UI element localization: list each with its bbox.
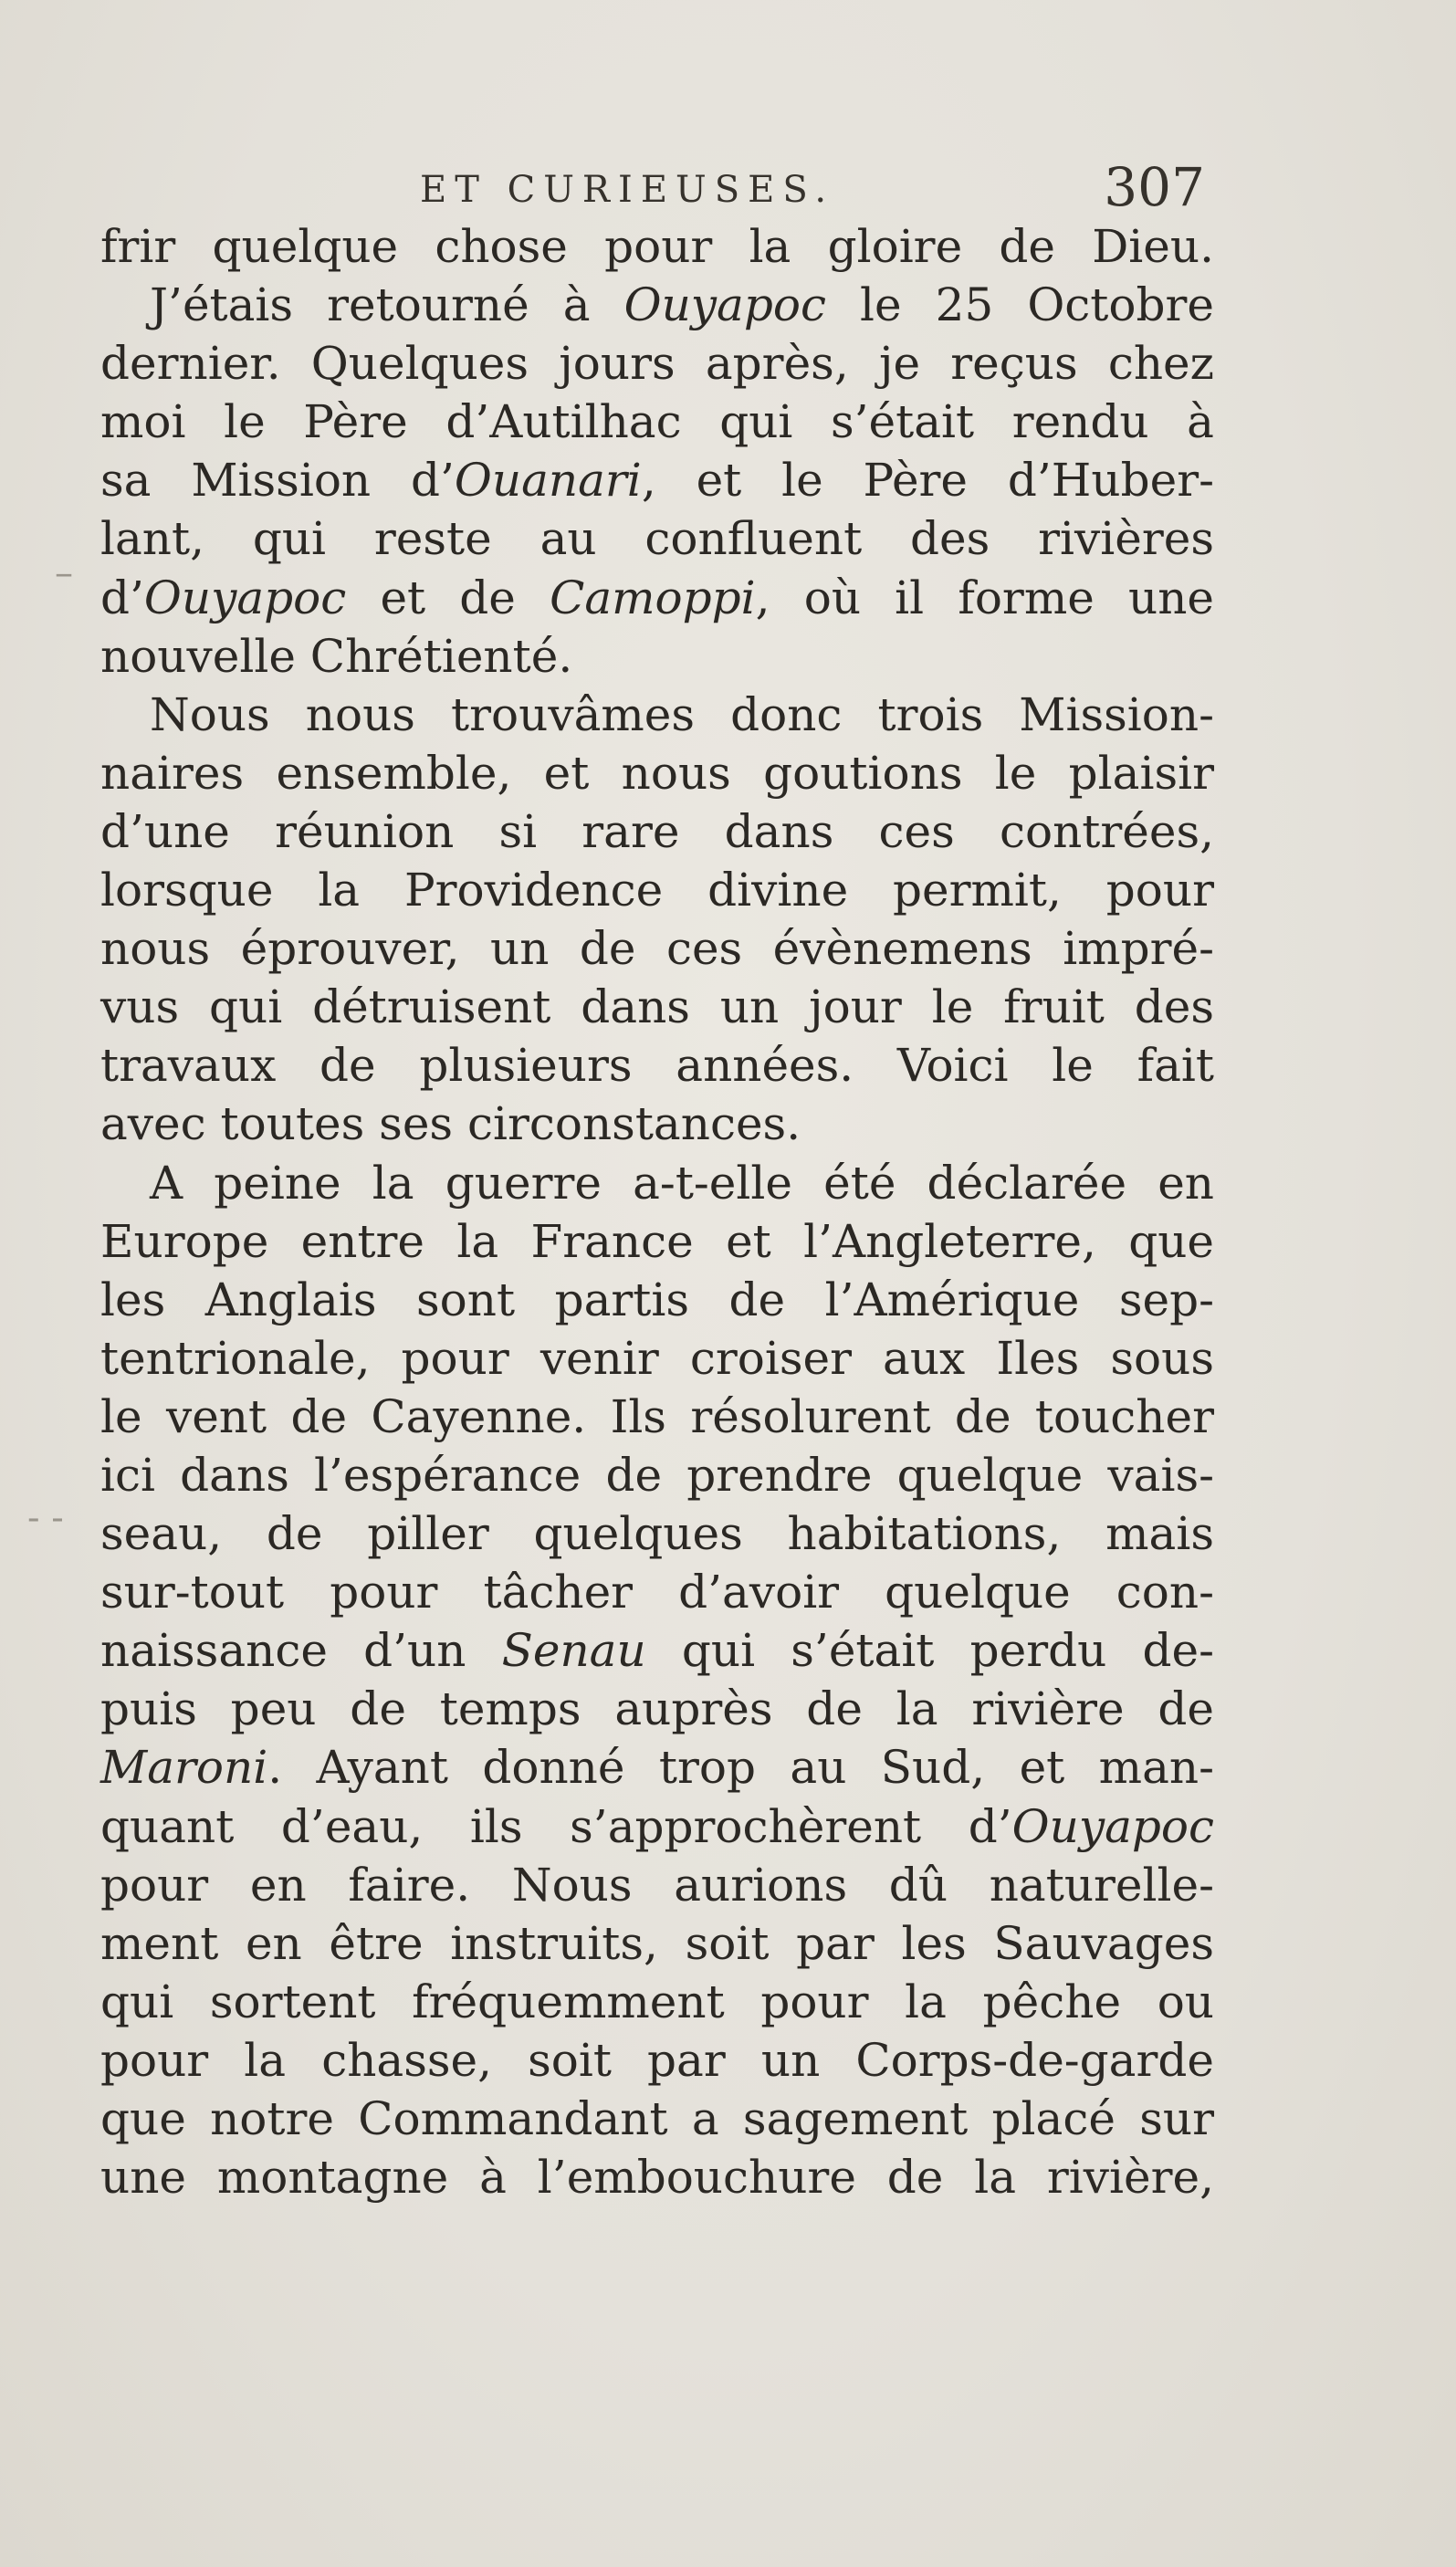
page-number: 307 <box>1104 156 1205 218</box>
line-text: moi le Père d’Autilhac qui s’était rendu à <box>100 395 1214 449</box>
line-text-italic: Ouanari <box>454 454 642 508</box>
text-line <box>100 1563 1214 1621</box>
text-line <box>100 978 1214 1036</box>
line-text: pour en faire. Nous aurions dû naturelle- <box>100 1858 1214 1912</box>
body-text <box>100 217 1214 2206</box>
text-line <box>100 1738 1214 1797</box>
text-line <box>100 1856 1214 1914</box>
text-line <box>100 1329 1214 1388</box>
page-header <box>420 156 1205 224</box>
text-line <box>100 2090 1214 2148</box>
line-text: d’une réunion si rare dans ces contrées, <box>100 804 1214 858</box>
text-line <box>100 1036 1214 1095</box>
running-head: ET CURIEUSES. <box>420 169 835 211</box>
text-line <box>100 1271 1214 1329</box>
text-line <box>100 1914 1214 1973</box>
text-line <box>100 509 1214 568</box>
line-text: ment en être instruits, soit par les Sauvages <box>100 1916 1214 1970</box>
line-text: puis peu de temps auprès de la rivière de <box>100 1682 1214 1736</box>
line-text: travaux de plusieurs années. Voici le fait <box>100 1039 1214 1093</box>
line-text: naissance d’un <box>100 1624 502 1678</box>
line-text: seau, de piller quelques habitations, mais <box>100 1507 1214 1561</box>
line-text: d’ <box>100 571 144 624</box>
line-text: naires ensemble, et nous goutions le plaisir <box>100 746 1214 800</box>
line-text: nous éprouver, un de ces évènemens impré- <box>100 922 1214 976</box>
line-text: A peine la guerre a-t-elle été déclarée en <box>150 1156 1214 1210</box>
text-line <box>100 919 1214 978</box>
text-line <box>100 1388 1214 1446</box>
line-text: ici dans l’espérance de prendre quelque vais- <box>100 1448 1214 1502</box>
line-text: tentrionale, pour venir croiser aux Iles sous <box>100 1331 1214 1385</box>
line-text: une montagne à l’embouchure de la rivière, <box>100 2151 1214 2205</box>
line-text: nouvelle Chrétienté. <box>100 629 573 683</box>
text-line <box>100 393 1214 451</box>
line-text-italic: Senau <box>501 1624 646 1678</box>
line-text: frir quelque chose pour la gloire de Dieu. <box>100 220 1214 273</box>
line-text: et de <box>346 571 550 624</box>
line-text: , où il forme une <box>755 571 1214 624</box>
text-line <box>100 1973 1214 2031</box>
line-text: dernier. Quelques jours après, je reçus chez <box>100 337 1214 391</box>
text-line <box>100 744 1214 802</box>
line-text: quant d’eau, ils s’approchèrent d’ <box>100 1799 1012 1853</box>
line-text: vus qui détruisent dans un jour le fruit des <box>100 980 1214 1034</box>
line-text: lant, qui reste au confluent des rivières <box>100 512 1214 566</box>
text-line <box>100 451 1214 509</box>
margin-mark: – <box>55 552 73 594</box>
text-line <box>100 2148 1214 2206</box>
text-line <box>100 1680 1214 1738</box>
line-text: le 25 Octobre <box>825 278 1215 332</box>
line-text-italic: Ouyapoc <box>623 278 826 332</box>
line-text: Nous nous trouvâmes donc trois Mission- <box>150 687 1214 741</box>
text-line <box>100 1504 1214 1563</box>
line-text-italic: Ouyapoc <box>143 571 347 624</box>
text-line <box>100 1621 1214 1680</box>
line-text: , et le Père d’Huber- <box>641 454 1214 508</box>
line-text: lorsque la Providence divine permit, pour <box>100 864 1214 917</box>
text-line <box>100 217 1214 276</box>
text-line <box>100 569 1214 627</box>
line-text: J’étais retourné à <box>150 278 624 332</box>
line-text-italic: Ouyapoc <box>1011 1799 1214 1853</box>
text-line <box>100 2031 1214 2090</box>
text-line <box>100 686 1214 744</box>
line-text: pour la chasse, soit par un Corps-de-garde <box>100 2033 1214 2087</box>
text-line <box>100 861 1214 919</box>
line-text: les Anglais sont partis de l’Amérique sep- <box>100 1273 1214 1326</box>
text-line <box>100 802 1214 861</box>
line-text: qui sortent fréquemment pour la pêche ou <box>100 1975 1214 2028</box>
line-text: le vent de Cayenne. Ils résolurent de toucher <box>100 1389 1214 1443</box>
margin-mark: - - <box>27 1497 64 1539</box>
line-text: qui s’était perdu de- <box>645 1624 1214 1678</box>
line-text: sur-tout pour tâcher d’avoir quelque con- <box>100 1566 1214 1619</box>
line-text-italic: Maroni <box>100 1741 268 1795</box>
text-line <box>100 1797 1214 1856</box>
line-text-italic: Camoppi <box>550 571 756 624</box>
line-text: que notre Commandant a sagement placé sur <box>100 2092 1214 2145</box>
text-line <box>100 1212 1214 1271</box>
text-line <box>100 1095 1214 1153</box>
text-line <box>100 334 1214 393</box>
line-text: sa Mission d’ <box>100 454 455 508</box>
line-text: avec toutes ses circonstances. <box>100 1097 801 1151</box>
text-line <box>100 276 1214 334</box>
line-text: . Ayant donné trop au Sud, et man- <box>267 1741 1214 1795</box>
text-line <box>100 1446 1214 1504</box>
line-text: Europe entre la France et l’Angleterre, que <box>100 1214 1214 1268</box>
text-line <box>100 1154 1214 1212</box>
text-line <box>100 627 1214 686</box>
